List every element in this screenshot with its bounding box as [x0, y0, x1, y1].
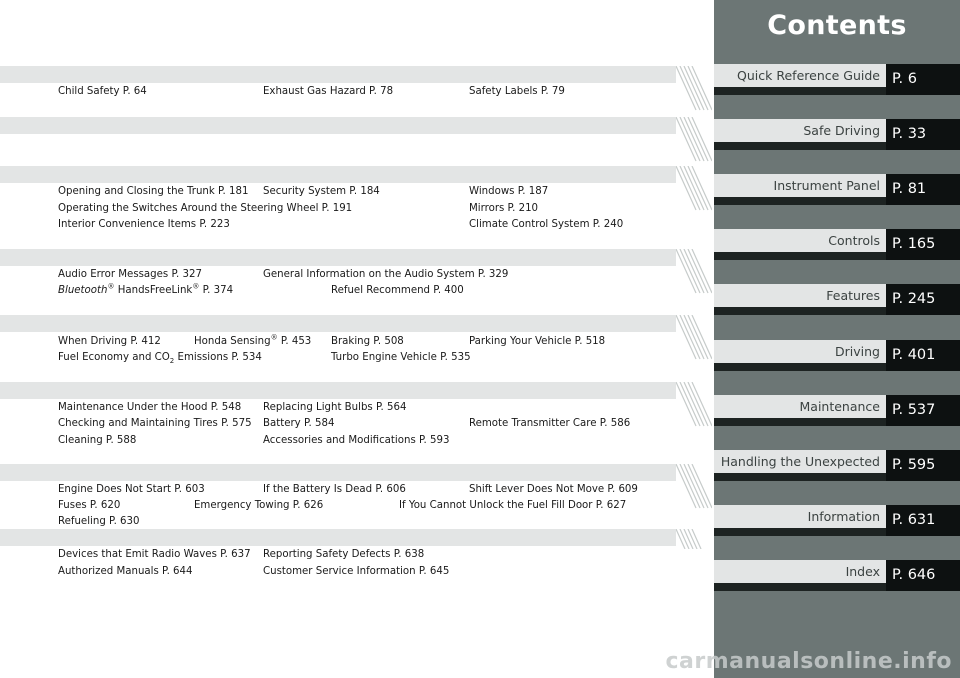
link-cleaning[interactable]: Cleaning P. 588: [58, 435, 137, 446]
tab-label: Driving: [714, 340, 886, 363]
handsfreelink-word: HandsFreeLink: [117, 285, 193, 296]
tab-shadow: [714, 307, 886, 315]
tab-shadow: [714, 252, 886, 260]
band-tail-decoration: [676, 464, 712, 512]
link-shift-lever[interactable]: Shift Lever Does Not Move P. 609: [469, 484, 638, 495]
link-accessories[interactable]: Accessories and Modifications P. 593: [263, 435, 450, 446]
tab-label: Handling the Unexpected: [714, 450, 886, 473]
tab-page: P. 6: [886, 64, 960, 95]
section-band-1: [0, 66, 676, 83]
link-battery[interactable]: Battery P. 584: [263, 418, 335, 429]
link-refuel-recommend[interactable]: Refuel Recommend P. 400: [331, 285, 464, 296]
link-fuel-fill-door[interactable]: If You Cannot Unlock the Fuel Fill Door P. 627: [399, 500, 627, 511]
link-remote-transmitter[interactable]: Remote Transmitter Care P. 586: [469, 418, 631, 429]
link-safety-labels[interactable]: Safety Labels P. 79: [469, 86, 565, 97]
link-emergency-towing[interactable]: Emergency Towing P. 626: [194, 500, 324, 511]
tab-shadow: [714, 363, 886, 371]
band-tail-decoration: [676, 66, 712, 114]
tab-shadow: [714, 87, 886, 95]
tab-page: P. 165: [886, 229, 960, 260]
section-band-7: [0, 464, 676, 481]
tab-instrument-panel[interactable]: [714, 174, 960, 205]
tab-page: P. 33: [886, 119, 960, 150]
section-band-8: [0, 529, 676, 546]
link-operating-switches[interactable]: Operating the Switches Around the Steering Wheel P. 191: [58, 203, 353, 214]
tab-shadow: [714, 418, 886, 426]
link-fuel-economy[interactable]: [58, 352, 262, 366]
honda-sensing-page: P. 453: [280, 336, 312, 347]
link-child-safety[interactable]: Child Safety P. 64: [58, 86, 147, 97]
band-tail-decoration: [676, 315, 712, 363]
tab-handling-the-unexpected[interactable]: [714, 450, 960, 481]
honda-sensing-word: Honda Sensing: [194, 336, 271, 347]
tab-label: Safe Driving: [714, 119, 886, 142]
link-when-driving[interactable]: When Driving P. 412: [58, 336, 161, 347]
link-customer-service[interactable]: Customer Service Information P. 645: [263, 566, 450, 577]
contents-title: Contents: [767, 10, 907, 41]
link-opening-trunk[interactable]: Opening and Closing the Trunk P. 181: [58, 186, 249, 197]
tab-quick-reference-guide[interactable]: [714, 64, 960, 95]
fuel-economy-text-a: Fuel Economy and CO: [58, 352, 170, 363]
tab-shadow: [714, 528, 886, 536]
handsfreelink-page: P. 374: [202, 285, 234, 296]
band-tail-decoration: [676, 166, 712, 214]
tab-page: P. 537: [886, 395, 960, 426]
link-reporting-defects[interactable]: Reporting Safety Defects P. 638: [263, 549, 425, 560]
link-braking[interactable]: Braking P. 508: [331, 336, 404, 347]
band-tail-decoration: [676, 529, 712, 549]
link-climate-control[interactable]: Climate Control System P. 240: [469, 219, 624, 230]
contents-sidebar: [665, 0, 960, 678]
link-turbo-engine[interactable]: Turbo Engine Vehicle P. 535: [331, 352, 471, 363]
tab-shadow: [714, 142, 886, 150]
link-security-system[interactable]: Security System P. 184: [263, 186, 380, 197]
bluetooth-word: Bluetooth: [58, 285, 108, 296]
link-replacing-bulbs[interactable]: Replacing Light Bulbs P. 564: [263, 402, 407, 413]
tab-label: Information: [714, 505, 886, 528]
tab-information[interactable]: [714, 505, 960, 536]
link-refueling[interactable]: Refueling P. 630: [58, 516, 140, 527]
tab-safe-driving[interactable]: [714, 119, 960, 150]
section-band-5: [0, 315, 676, 332]
band-tail-decoration: [676, 249, 712, 297]
link-radio-devices[interactable]: Devices that Emit Radio Waves P. 637: [58, 549, 251, 560]
section-band-3: [0, 166, 676, 183]
watermark: carmanualsonline.info: [665, 649, 952, 674]
section-band-6: [0, 382, 676, 399]
tab-shadow: [714, 473, 886, 481]
registered-mark: ®: [270, 333, 278, 342]
link-authorized-manuals[interactable]: Authorized Manuals P. 644: [58, 566, 193, 577]
tab-label: Maintenance: [714, 395, 886, 418]
link-interior-items[interactable]: Interior Convenience Items P. 223: [58, 219, 230, 230]
link-battery-dead[interactable]: If the Battery Is Dead P. 606: [263, 484, 406, 495]
section-band-4: [0, 249, 676, 266]
section-band-2: [0, 117, 676, 134]
link-audio-error[interactable]: Audio Error Messages P. 327: [58, 269, 202, 280]
fuel-economy-text-b: Emissions P. 534: [174, 352, 262, 363]
link-mirrors[interactable]: Mirrors P. 210: [469, 203, 539, 214]
link-honda-sensing[interactable]: [194, 333, 312, 347]
tab-label: Instrument Panel: [714, 174, 886, 197]
tab-page: P. 401: [886, 340, 960, 371]
link-exhaust-gas[interactable]: Exhaust Gas Hazard P. 78: [263, 86, 394, 97]
tab-index[interactable]: [714, 560, 960, 591]
link-handsfreelink[interactable]: [58, 282, 234, 296]
registered-mark: ®: [192, 282, 200, 291]
registered-mark: ®: [107, 282, 115, 291]
tab-controls[interactable]: [714, 229, 960, 260]
tab-driving[interactable]: [714, 340, 960, 371]
tab-page: P. 245: [886, 284, 960, 315]
tab-label: Features: [714, 284, 886, 307]
tab-maintenance[interactable]: [714, 395, 960, 426]
co2-subscript: 2: [169, 357, 175, 366]
tab-page: P. 81: [886, 174, 960, 205]
band-tail-decoration: [676, 117, 712, 165]
band-tail-decoration: [676, 382, 712, 430]
link-fuses[interactable]: Fuses P. 620: [58, 500, 121, 511]
link-maintenance-hood[interactable]: Maintenance Under the Hood P. 548: [58, 402, 242, 413]
link-windows[interactable]: Windows P. 187: [469, 186, 549, 197]
link-checking-tires[interactable]: Checking and Maintaining Tires P. 575: [58, 418, 252, 429]
tab-shadow: [714, 583, 886, 591]
tab-page: P. 595: [886, 450, 960, 481]
tab-label: Controls: [714, 229, 886, 252]
tab-page: P. 631: [886, 505, 960, 536]
tab-shadow: [714, 197, 886, 205]
link-engine-not-start[interactable]: Engine Does Not Start P. 603: [58, 484, 205, 495]
link-parking[interactable]: Parking Your Vehicle P. 518: [469, 336, 606, 347]
tab-page: P. 646: [886, 560, 960, 591]
tab-label: Index: [714, 560, 886, 583]
tab-features[interactable]: [714, 284, 960, 315]
link-general-info-audio[interactable]: General Information on the Audio System P. 329: [263, 269, 509, 280]
tab-label: Quick Reference Guide: [714, 64, 886, 87]
